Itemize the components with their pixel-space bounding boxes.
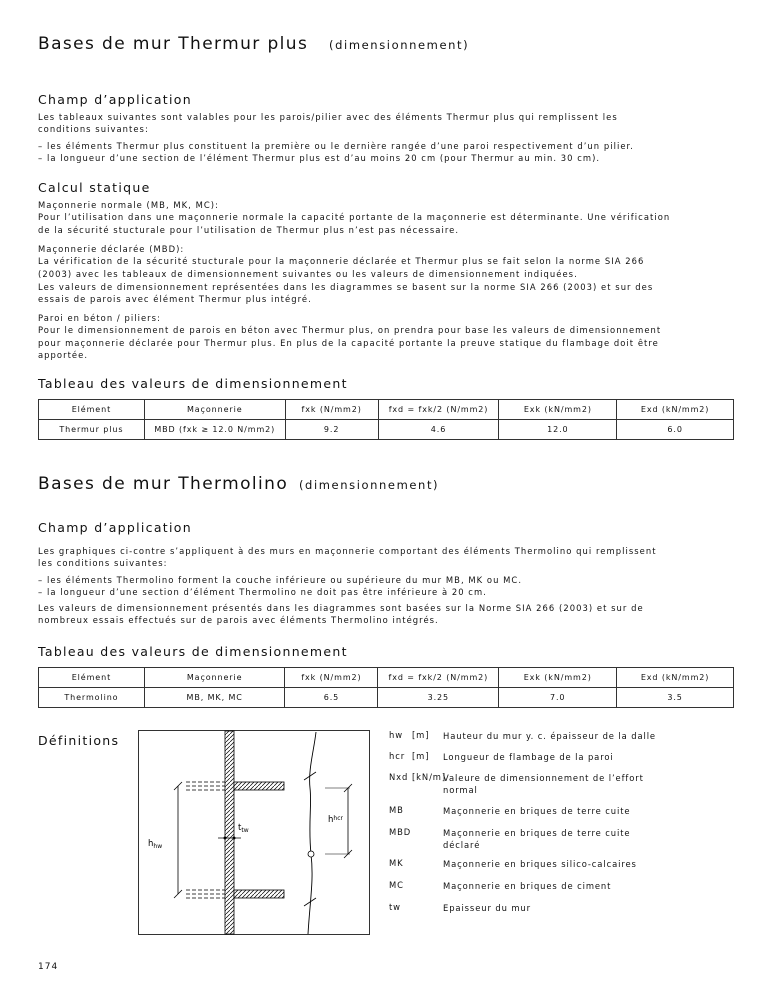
definition-desc: Hauteur du mur y. c. épaisseur de la dalle (443, 731, 656, 741)
definition-symbol: Nxd (389, 772, 409, 782)
definition-symbol: MB (389, 805, 404, 815)
header-element: Elément (39, 668, 145, 688)
top-slab (234, 782, 284, 790)
header-exk: Exk (kN/mm2) (499, 400, 617, 420)
section1-title: Bases de mur Thermur plus (38, 34, 309, 54)
definition-unit: [m] (412, 751, 430, 761)
definition-desc: Maçonnerie en briques silico-calcaires (443, 859, 637, 869)
cell-element: Thermolino (39, 688, 145, 708)
section1-champ-bullets: – les éléments Thermur plus constituent la première ou le dernière rangée d’une paroi respectivement d’un pilier. – la longueur d’une section de l’élément Thermur plus est d’au moins 20 cm (pour Thermur au min. 30 cm). (38, 141, 634, 164)
cell-exd: 3.5 (617, 688, 734, 708)
hw-label: $h_{hw}$ (148, 839, 163, 850)
header-maconnerie: Maçonnerie (144, 400, 285, 420)
header-element: Elément (39, 400, 145, 420)
section2-champ-note: Les valeurs de dimensionnement présentés dans les diagrammes sont basées sur la Norme SIA 266 (2003) et sur de nombreux essais effectués sur de parois avec éléments Thermolino intégrés. (38, 603, 644, 626)
definition-symbol: hw (389, 730, 403, 740)
section1-table-heading: Tableau des valeurs de dimensionnement (38, 376, 348, 391)
table-header-row (39, 668, 734, 688)
definitions-heading: Définitions (38, 733, 120, 748)
section2-table-heading: Tableau des valeurs de dimensionnement (38, 644, 348, 659)
header-exk: Exk (kN/mm2) (499, 668, 617, 688)
section2-title: Bases de mur Thermolino (38, 474, 289, 494)
bottom-slab (234, 890, 284, 898)
section2-champ-heading: Champ d’application (38, 520, 192, 535)
header-exd: Exd (kN/mm2) (617, 668, 734, 688)
definition-desc: Valeure de dimensionnement de l’effort normal (443, 773, 644, 795)
definition-symbol: MC (389, 880, 404, 890)
definition-unit: [kN/m] (412, 772, 447, 782)
tw-label-sub: tw (241, 827, 249, 834)
section1-calcul-heading: Calcul statique (38, 180, 151, 195)
definition-desc: Maçonnerie en briques de terre cuite (443, 806, 631, 816)
cell-exk: 12.0 (499, 420, 617, 440)
section1-champ-intro: Les tableaux suivantes sont valables pour les parois/pilier avec des éléments Thermur plus qui remplissent les conditions suivantes: (38, 112, 618, 135)
definition-symbol: hcr (389, 751, 406, 761)
section1-calcul-p1: Maçonnerie normale (MB, MK, MC): Pour l’utilisation dans une maçonnerie normale la capacité portante de la maçonnerie est déterminante. Une vérification de la sécurité stucturale pour l’utilisation de Thermur plus n’est pas nécessaire. (38, 200, 671, 235)
header-fxk: fxk (N/mm2) (285, 668, 378, 688)
header-exd: Exd (kN/mm2) (617, 400, 734, 420)
inflection-point (308, 851, 314, 857)
section1-subtitle: (dimensionnement) (329, 38, 470, 52)
cell-fxd: 4.6 (378, 420, 499, 440)
section2-subtitle: (dimensionnement) (298, 478, 440, 492)
definitions-list (389, 730, 749, 920)
section2-table (38, 667, 734, 708)
definition-desc: Epaisseur du mur (443, 903, 531, 913)
section2-champ-bullets: – les éléments Thermolino forment la couche inférieure ou supérieure du mur MB, MK ou MC. – la longueur d’une section d’élément Thermolino ne doit pas être inférieure à 20 cm. (38, 575, 523, 598)
section2-title-block (38, 474, 439, 494)
section1-champ-heading: Champ d’application (38, 92, 192, 107)
cell-fxk: 6.5 (285, 688, 378, 708)
definition-symbol: MBD (389, 827, 412, 837)
wall-diagram (138, 730, 370, 935)
diagram-frame (139, 731, 370, 935)
cell-fxd: 3.25 (378, 688, 499, 708)
definition-symbol: tw (389, 902, 401, 912)
section1-calcul-p4: Paroi en béton / piliers: Pour le dimensionnement de parois en béton avec Thermur plus, on prendra pour base les valeurs de dimensionnement pour maçonnerie déclarée pour Thermur plus. En plus de la capacité portante la preuve statique du flambage doit être apportée. (38, 313, 662, 360)
buckling-curve (308, 732, 316, 934)
section1-calcul-p3: Les valeurs de dimensionnement représentées dans les diagrammes se basent sur la norme SIA 266 (2003) et sur des essais de parois avec élément Thermur plus intégré. (38, 282, 654, 305)
table-header-row (39, 400, 734, 420)
cell-exd: 6.0 (617, 420, 734, 440)
definition-symbol: MK (389, 858, 404, 868)
definition-desc: Longueur de flambage de la paroi (443, 752, 614, 762)
page-number: 174 (38, 962, 59, 972)
section1-table (38, 399, 734, 440)
cell-fxk: 9.2 (285, 420, 378, 440)
definition-unit: [m] (412, 730, 430, 740)
section2-champ-intro: Les graphiques ci-contre s’appliquent à des murs en maçonnerie comportant des éléments Thermolino qui remplissent les conditions suivantes: (38, 546, 657, 569)
section1-title-block (38, 34, 469, 54)
header-fxd: fxd = fxk/2 (N/mm2) (378, 400, 499, 420)
header-fxd: fxd = fxk/2 (N/mm2) (378, 668, 499, 688)
hw-label-sub: hw (153, 843, 163, 850)
header-fxk: fxk (N/mm2) (285, 400, 378, 420)
cell-element: Thermur plus (39, 420, 145, 440)
cell-exk: 7.0 (499, 688, 617, 708)
header-maconnerie: Maçonnerie (144, 668, 285, 688)
hcr-label-sub: hcr (333, 815, 343, 822)
wall-section (225, 731, 234, 934)
table-row (39, 688, 734, 708)
definition-desc: Maçonnerie en briques de terre cuite déclaré (443, 828, 631, 850)
slab-dashes-left (186, 782, 225, 898)
tw-label: $t_{tw}$ (238, 823, 249, 834)
cell-maconnerie: MBD (fxk ≥ 12.0 N/mm2) (144, 420, 285, 440)
section1-calcul-p2: Maçonnerie déclarée (MBD): La vérification de la sécurité stucturale pour la maçonnerie déclarée et Thermur plus se fait selon la norme SIA 266 (2003) avec les tableaux de dimensionnement suivantes ou les valeurs de dimensionnement indiquées. (38, 244, 645, 279)
hcr-label: $h^{hcr}$ (328, 815, 343, 825)
table-row (39, 420, 734, 440)
cell-maconnerie: MB, MK, MC (144, 688, 285, 708)
definition-desc: Maçonnerie en briques de ciment (443, 881, 612, 891)
